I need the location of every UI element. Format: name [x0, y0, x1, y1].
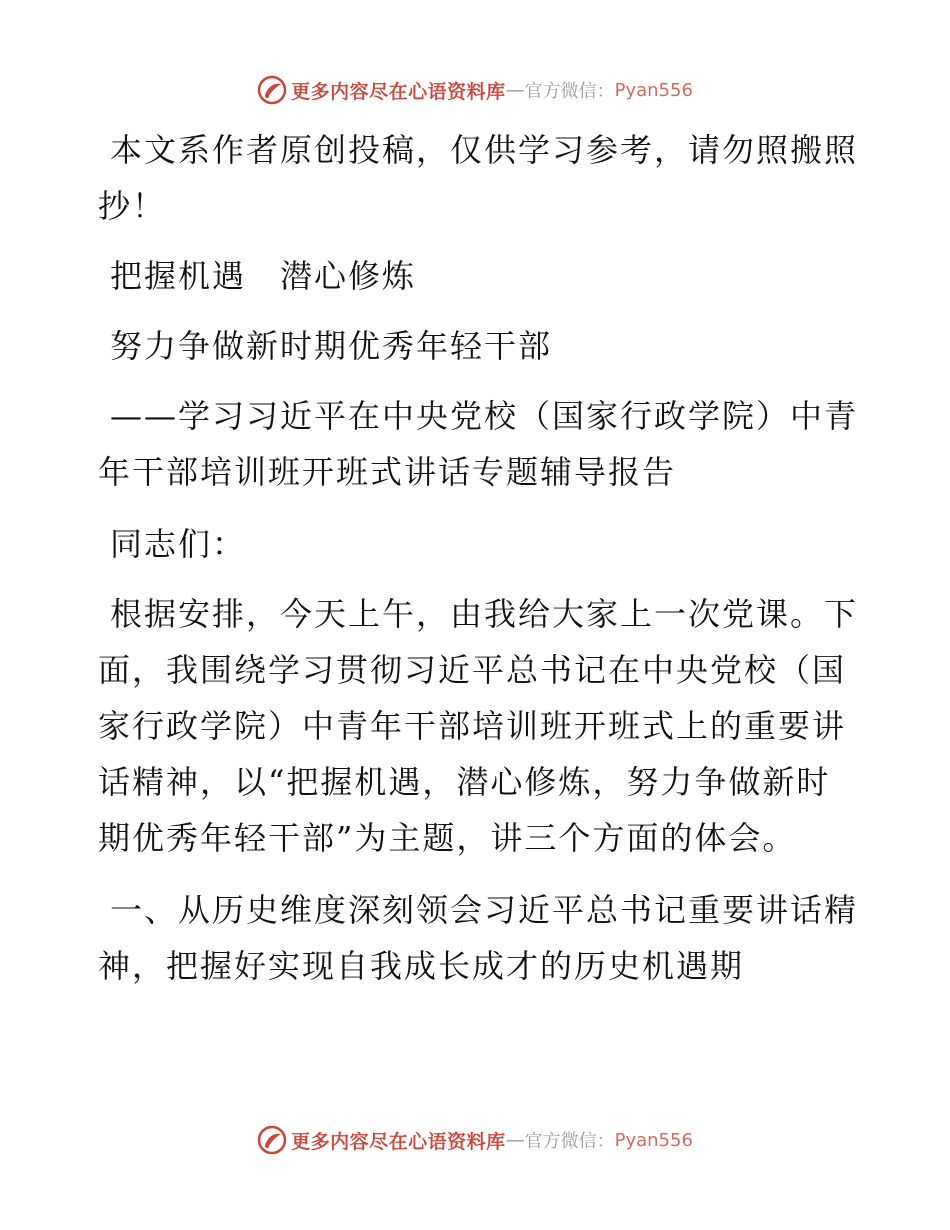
- watermark-brand-text: 更多内容尽在心语资料库: [291, 80, 506, 103]
- document-body: [98, 122, 858, 1010]
- title-line-1: 把握机遇 潜心修炼: [110, 257, 417, 295]
- title-line-2: 努力争做新时期优秀年轻干部: [110, 327, 553, 365]
- watermark-wechat-label: 官方微信：: [524, 1131, 615, 1152]
- footer-watermark: [0, 1120, 950, 1160]
- intro-paragraph: 根据安排，今天上午，由我给大家上一次党课。下面，我围绕学习贯彻习近平总书记在中央党校（国家行政学院）中青年干部培训班开班式上的重要讲话精神，以“把握机遇，潜心修炼，努力争做新时期优秀年轻干部”为主题，讲三个方面的体会。: [98, 595, 859, 857]
- brand-logo-icon: [257, 75, 287, 105]
- watermark-wechat-id: Pyan556: [614, 79, 693, 101]
- subtitle: ——学习习近平在中央党校（国家行政学院）中青年干部培训班开班式讲话专题辅导报告: [98, 397, 859, 491]
- header-watermark: [0, 70, 950, 110]
- watermark-brand-text: 更多内容尽在心语资料库: [291, 1130, 506, 1153]
- watermark-separator: —: [505, 1129, 525, 1151]
- copyright-notice: 本文系作者原创投稿，仅供学习参考，请勿照搬照抄！: [98, 131, 859, 225]
- watermark-wechat-label: 官方微信：: [524, 81, 615, 102]
- watermark-wechat-id: Pyan556: [614, 1129, 693, 1151]
- section-heading-1: 一、从历史维度深刻领会习近平总书记重要讲话精神，把握好实现自我成长成才的历史机遇期: [98, 891, 859, 985]
- watermark-separator: —: [505, 79, 525, 101]
- salutation: 同志们：: [110, 525, 247, 563]
- brand-logo-icon: [257, 1125, 287, 1155]
